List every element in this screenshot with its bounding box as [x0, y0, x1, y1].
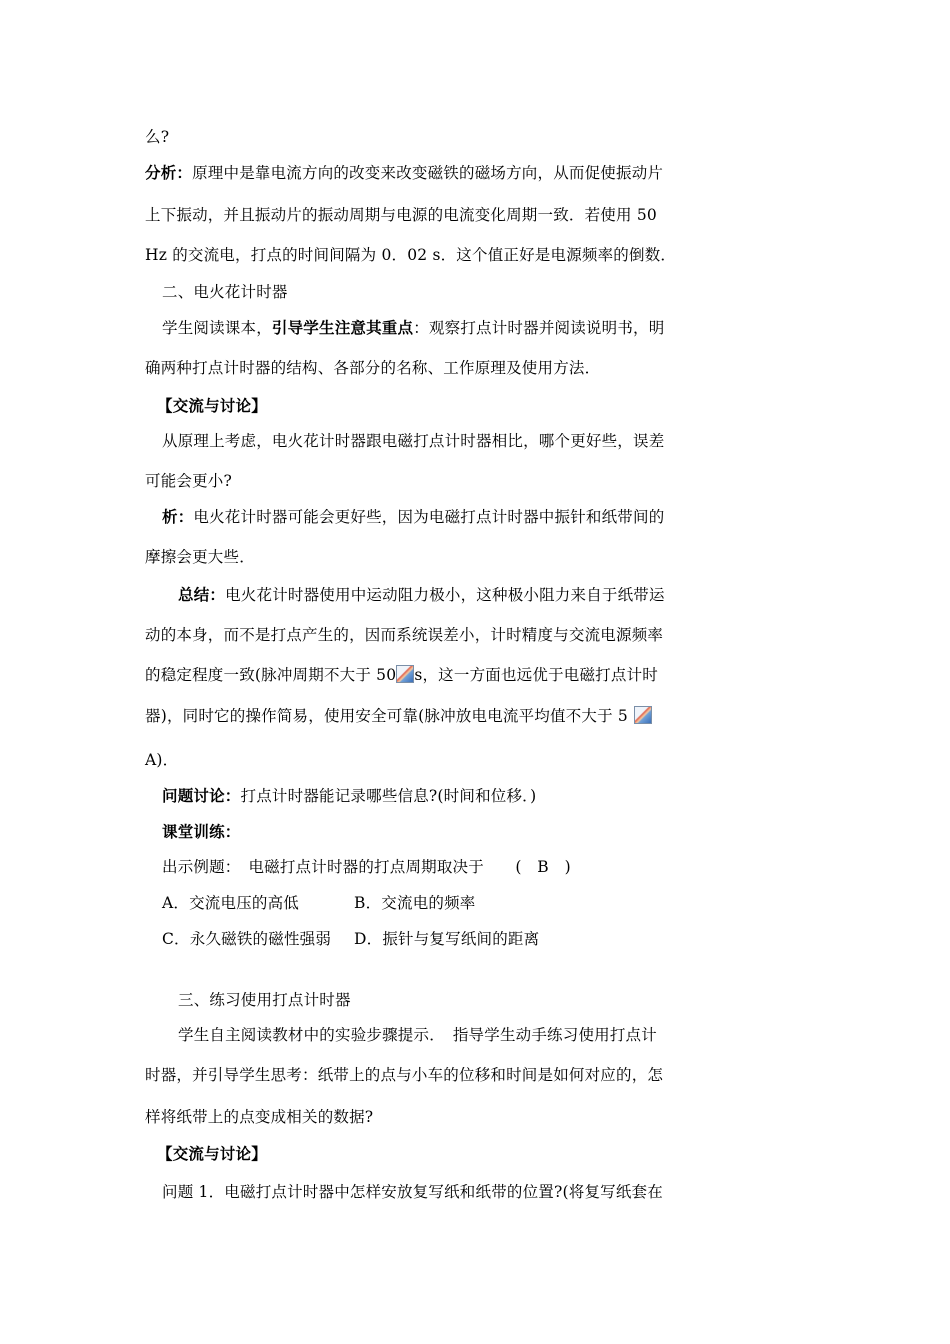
option-b: B．交流电的频率	[354, 894, 476, 912]
bold-label: 问题讨论：	[162, 786, 241, 805]
discussion-heading: 【交流与讨论】	[157, 396, 267, 415]
text-line: Hz 的交流电，打点的时间间隔为 0．02 s．这个值正好是电源频率的倒数．	[145, 246, 677, 264]
text-line: 可能会更小?	[145, 472, 233, 490]
option-d: D．振针与复写纸间的距离	[354, 930, 540, 948]
broken-formula-image-icon	[396, 665, 414, 683]
option-a: A．交流电压的高低	[162, 894, 299, 912]
text-line: 样将纸带上的点变成相关的数据?	[145, 1108, 374, 1126]
text-line: 上下振动，并且振动片的振动周期与电源的电流变化周期一致．若使用 50	[145, 206, 657, 224]
text-line: 问题 1．电磁打点计时器中怎样安放复写纸和纸带的位置?(将复写纸套在	[162, 1183, 663, 1201]
text-line: 学生阅读课本，引导学生注意其重点：观察打点计时器并阅读说明书，明	[162, 318, 665, 337]
summary-paragraph: 总结：电火花计时器使用中运动阻力极小，这种极小阻力来自于纸带运	[178, 585, 665, 604]
text-line: 器)，同时它的操作简易，使用安全可靠(脉冲放电电流平均值不大于 5	[145, 706, 652, 726]
discussion-heading: 【交流与讨论】	[157, 1144, 267, 1163]
section-heading: 二、电火花计时器	[162, 283, 288, 301]
text-line: 的稳定程度一致(脉冲周期不大于 50 s，这一方面也远优于电磁打点计时	[145, 666, 658, 684]
subheading: 课堂训练：	[162, 822, 241, 841]
bold-label: 引导学生注意其重点	[271, 318, 414, 337]
bold-label: 析：	[162, 507, 194, 526]
text-line: 从原理上考虑，电火花计时器跟电磁打点计时器相比，哪个更好些，误差	[162, 432, 665, 450]
broken-formula-image-icon	[634, 706, 652, 724]
option-c: C．永久磁铁的磁性强弱	[162, 930, 332, 948]
text-line: 问题讨论：打点计时器能记录哪些信息?(时间和位移．)	[162, 786, 537, 805]
text-line: 摩擦会更大些．	[145, 548, 255, 566]
section-heading: 三、练习使用打点计时器	[178, 991, 351, 1009]
text-line: 析：电火花计时器可能会更好些，因为电磁打点计时器中振针和纸带间的	[162, 507, 665, 526]
text-line: 学生自主阅读教材中的实验步骤提示． 指导学生动手练习使用打点计	[178, 1026, 657, 1044]
text-line: 么?	[145, 128, 170, 146]
text-line: 动的本身，而不是打点产生的，因而系统误差小，计时精度与交流电源频率	[145, 626, 664, 644]
text-line: A)．	[145, 751, 179, 769]
bold-label: 分析：	[145, 163, 193, 182]
analysis-paragraph: 分析：原理中是靠电流方向的改变来改变磁铁的磁场方向，从而促使振动片	[145, 163, 664, 182]
example-question: 出示例题： 电磁打点计时器的打点周期取决于 ( B )	[162, 858, 571, 876]
text-line: 时器，并引导学生思考：纸带上的点与小车的位移和时间是如何对应的，怎	[145, 1066, 664, 1084]
bold-label: 总结：	[178, 585, 226, 604]
text-line: 确两种打点计时器的结构、各部分的名称、工作原理及使用方法．	[145, 359, 601, 377]
